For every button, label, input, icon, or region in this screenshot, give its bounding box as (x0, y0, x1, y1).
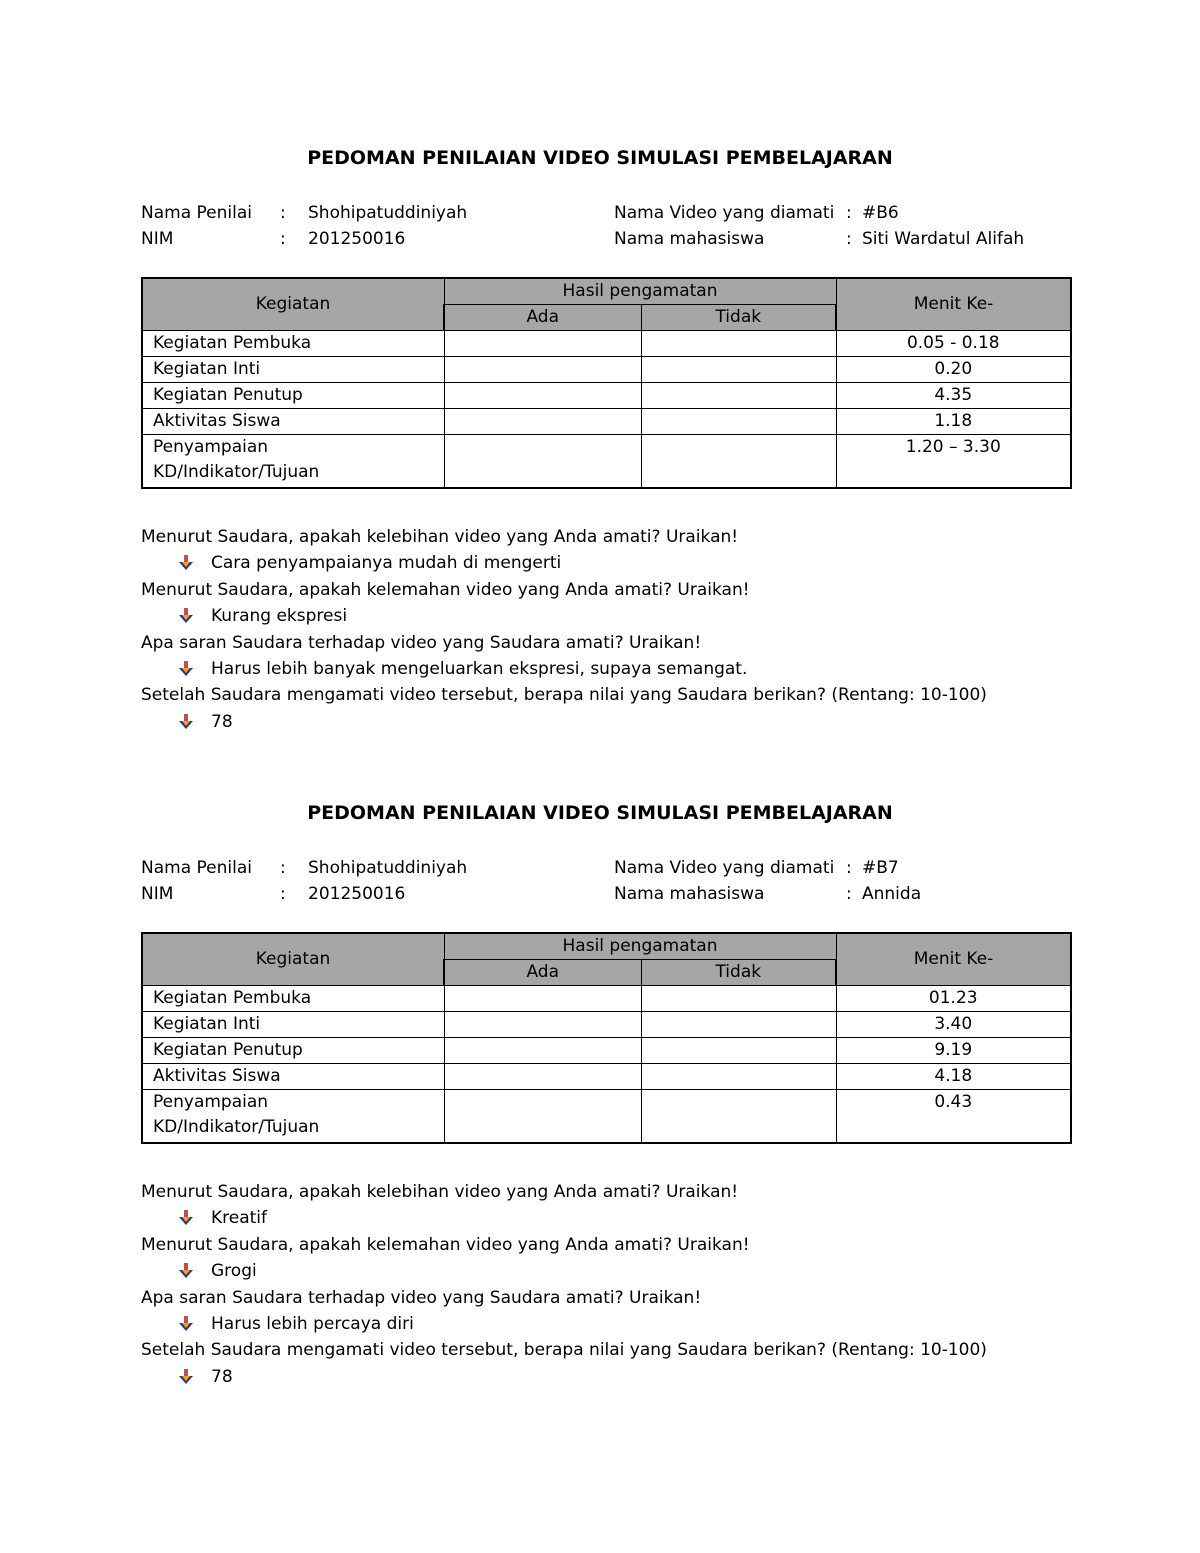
down-arrow-icon (179, 1316, 193, 1332)
menit-cell: 3.40 (836, 1011, 1071, 1037)
observation-table (141, 277, 1072, 489)
menit-cell: 0.43 (836, 1089, 1071, 1143)
table-row (142, 356, 1071, 382)
answer-text: Harus lebih percaya diri (211, 1314, 414, 1335)
tidak-cell (641, 330, 836, 356)
nim-value: 201250016 (308, 229, 406, 249)
answer-text: Cara penyampaianya mudah di mengerti (211, 553, 562, 574)
col-tidak-header: Tidak (641, 304, 836, 330)
table-row (142, 1089, 1071, 1143)
down-arrow-icon (179, 608, 193, 624)
col-ada-header: Ada (444, 959, 641, 985)
kegiatan-cell: Kegiatan Inti (142, 356, 444, 382)
nim-label: NIM (141, 229, 174, 249)
table-row (142, 1063, 1071, 1089)
ada-cell (444, 1063, 641, 1089)
table-row (142, 1011, 1071, 1037)
kegiatan-cell: Kegiatan Inti (142, 1011, 444, 1037)
kegiatan-line: Penyampaian (153, 436, 269, 457)
kegiatan-cell: Kegiatan Pembuka (142, 330, 444, 356)
ada-cell (444, 1011, 641, 1037)
ada-cell (444, 985, 641, 1011)
nama-mahasiswa-label: Nama mahasiswa (614, 229, 765, 249)
form-title: PEDOMAN PENILAIAN VIDEO SIMULASI PEMBELAJARAN (307, 147, 893, 169)
question-list (141, 524, 987, 735)
down-arrow-icon (179, 1369, 193, 1385)
nim-label: NIM (141, 884, 174, 904)
tidak-cell (641, 1089, 836, 1143)
col-kegiatan-header: Kegiatan (142, 278, 444, 330)
menit-cell: 4.18 (836, 1063, 1071, 1089)
answer (141, 1205, 987, 1231)
kegiatan-line: Penyampaian (153, 1091, 269, 1112)
menit-cell: 4.35 (836, 382, 1071, 408)
answer-text: Harus lebih banyak mengeluarkan ekspresi, supaya semangat. (211, 659, 748, 680)
answer (141, 1258, 987, 1284)
tidak-cell (641, 1063, 836, 1089)
colon: : (280, 858, 286, 878)
down-arrow-icon (179, 661, 193, 677)
ada-cell (444, 382, 641, 408)
kegiatan-cell: Kegiatan Penutup (142, 1037, 444, 1063)
colon: : (846, 858, 852, 878)
down-arrow-icon (179, 714, 193, 730)
nama-video-value: #B7 (862, 858, 899, 878)
answer-text: Grogi (211, 1261, 257, 1282)
col-kegiatan-header: Kegiatan (142, 933, 444, 985)
question: Setelah Saudara mengamati video tersebut, berapa nilai yang Saudara berikan? (Rentang: 10-100) (141, 685, 987, 706)
colon: : (846, 203, 852, 223)
nama-mahasiswa-label: Nama mahasiswa (614, 884, 765, 904)
colon: : (280, 229, 286, 249)
nama-penilai-value: Shohipatuddiniyah (308, 203, 468, 223)
nama-video-label: Nama Video yang diamati (614, 203, 835, 223)
tidak-cell (641, 1011, 836, 1037)
col-menit-header: Menit Ke- (836, 933, 1071, 985)
nama-video-label: Nama Video yang diamati (614, 858, 835, 878)
col-hasil-header: Hasil pengamatan (444, 933, 836, 959)
answer (141, 1364, 987, 1390)
ada-cell (444, 1089, 641, 1143)
question: Setelah Saudara mengamati video tersebut, berapa nilai yang Saudara berikan? (Rentang: 10-100) (141, 1340, 987, 1361)
tidak-cell (641, 434, 836, 488)
tidak-cell (641, 382, 836, 408)
table-row (142, 330, 1071, 356)
table-row (142, 408, 1071, 434)
menit-cell: 1.20 – 3.30 (836, 434, 1071, 488)
down-arrow-icon (179, 1263, 193, 1279)
nama-video-value: #B6 (862, 203, 899, 223)
form-title: PEDOMAN PENILAIAN VIDEO SIMULASI PEMBELAJARAN (307, 802, 893, 824)
answer (141, 550, 987, 576)
question: Apa saran Saudara terhadap video yang Saudara amati? Uraikan! (141, 1287, 702, 1308)
question: Menurut Saudara, apakah kelemahan video yang Anda amati? Uraikan! (141, 1234, 750, 1255)
tidak-cell (641, 408, 836, 434)
question-list (141, 1179, 987, 1390)
kegiatan-cell (142, 1089, 444, 1143)
ada-cell (444, 434, 641, 488)
kegiatan-line: KD/Indikator/Tujuan (153, 461, 320, 482)
nama-mahasiswa-value: Annida (862, 884, 922, 904)
question: Menurut Saudara, apakah kelemahan video yang Anda amati? Uraikan! (141, 579, 750, 600)
colon: : (846, 229, 852, 249)
answer-text: 78 (211, 711, 233, 732)
ada-cell (444, 1037, 641, 1063)
tidak-cell (641, 1037, 836, 1063)
kegiatan-cell: Aktivitas Siswa (142, 408, 444, 434)
nim-value: 201250016 (308, 884, 406, 904)
colon: : (846, 884, 852, 904)
menit-cell: 0.20 (836, 356, 1071, 382)
answer (141, 709, 987, 735)
question: Apa saran Saudara terhadap video yang Saudara amati? Uraikan! (141, 632, 702, 653)
observation-table (141, 932, 1072, 1144)
question: Menurut Saudara, apakah kelebihan video yang Anda amati? Uraikan! (141, 1182, 739, 1202)
col-tidak-header: Tidak (641, 959, 836, 985)
kegiatan-cell: Kegiatan Penutup (142, 382, 444, 408)
menit-cell: 9.19 (836, 1037, 1071, 1063)
question: Menurut Saudara, apakah kelebihan video yang Anda amati? Uraikan! (141, 527, 739, 547)
col-ada-header: Ada (444, 304, 641, 330)
answer (141, 603, 987, 629)
answer-text: Kurang ekspresi (211, 606, 348, 627)
nama-penilai-label: Nama Penilai (141, 858, 252, 878)
kegiatan-cell: Kegiatan Pembuka (142, 985, 444, 1011)
menit-cell: 01.23 (836, 985, 1071, 1011)
tidak-cell (641, 985, 836, 1011)
nama-penilai-label: Nama Penilai (141, 203, 252, 223)
ada-cell (444, 408, 641, 434)
kegiatan-cell: Aktivitas Siswa (142, 1063, 444, 1089)
down-arrow-icon (179, 555, 193, 571)
answer (141, 1311, 987, 1337)
table-row (142, 985, 1071, 1011)
tidak-cell (641, 356, 836, 382)
nama-penilai-value: Shohipatuddiniyah (308, 858, 468, 878)
colon: : (280, 884, 286, 904)
menit-cell: 0.05 - 0.18 (836, 330, 1071, 356)
colon: : (280, 203, 286, 223)
col-hasil-header: Hasil pengamatan (444, 278, 836, 304)
ada-cell (444, 330, 641, 356)
answer-text: 78 (211, 1366, 233, 1387)
answer (141, 656, 987, 682)
table-row (142, 434, 1071, 488)
nama-mahasiswa-value: Siti Wardatul Alifah (862, 229, 1025, 249)
answer-text: Kreatif (211, 1208, 268, 1229)
kegiatan-cell (142, 434, 444, 488)
table-row (142, 382, 1071, 408)
menit-cell: 1.18 (836, 408, 1071, 434)
ada-cell (444, 356, 641, 382)
down-arrow-icon (179, 1210, 193, 1226)
table-row (142, 1037, 1071, 1063)
kegiatan-line: KD/Indikator/Tujuan (153, 1116, 320, 1137)
col-menit-header: Menit Ke- (836, 278, 1071, 330)
